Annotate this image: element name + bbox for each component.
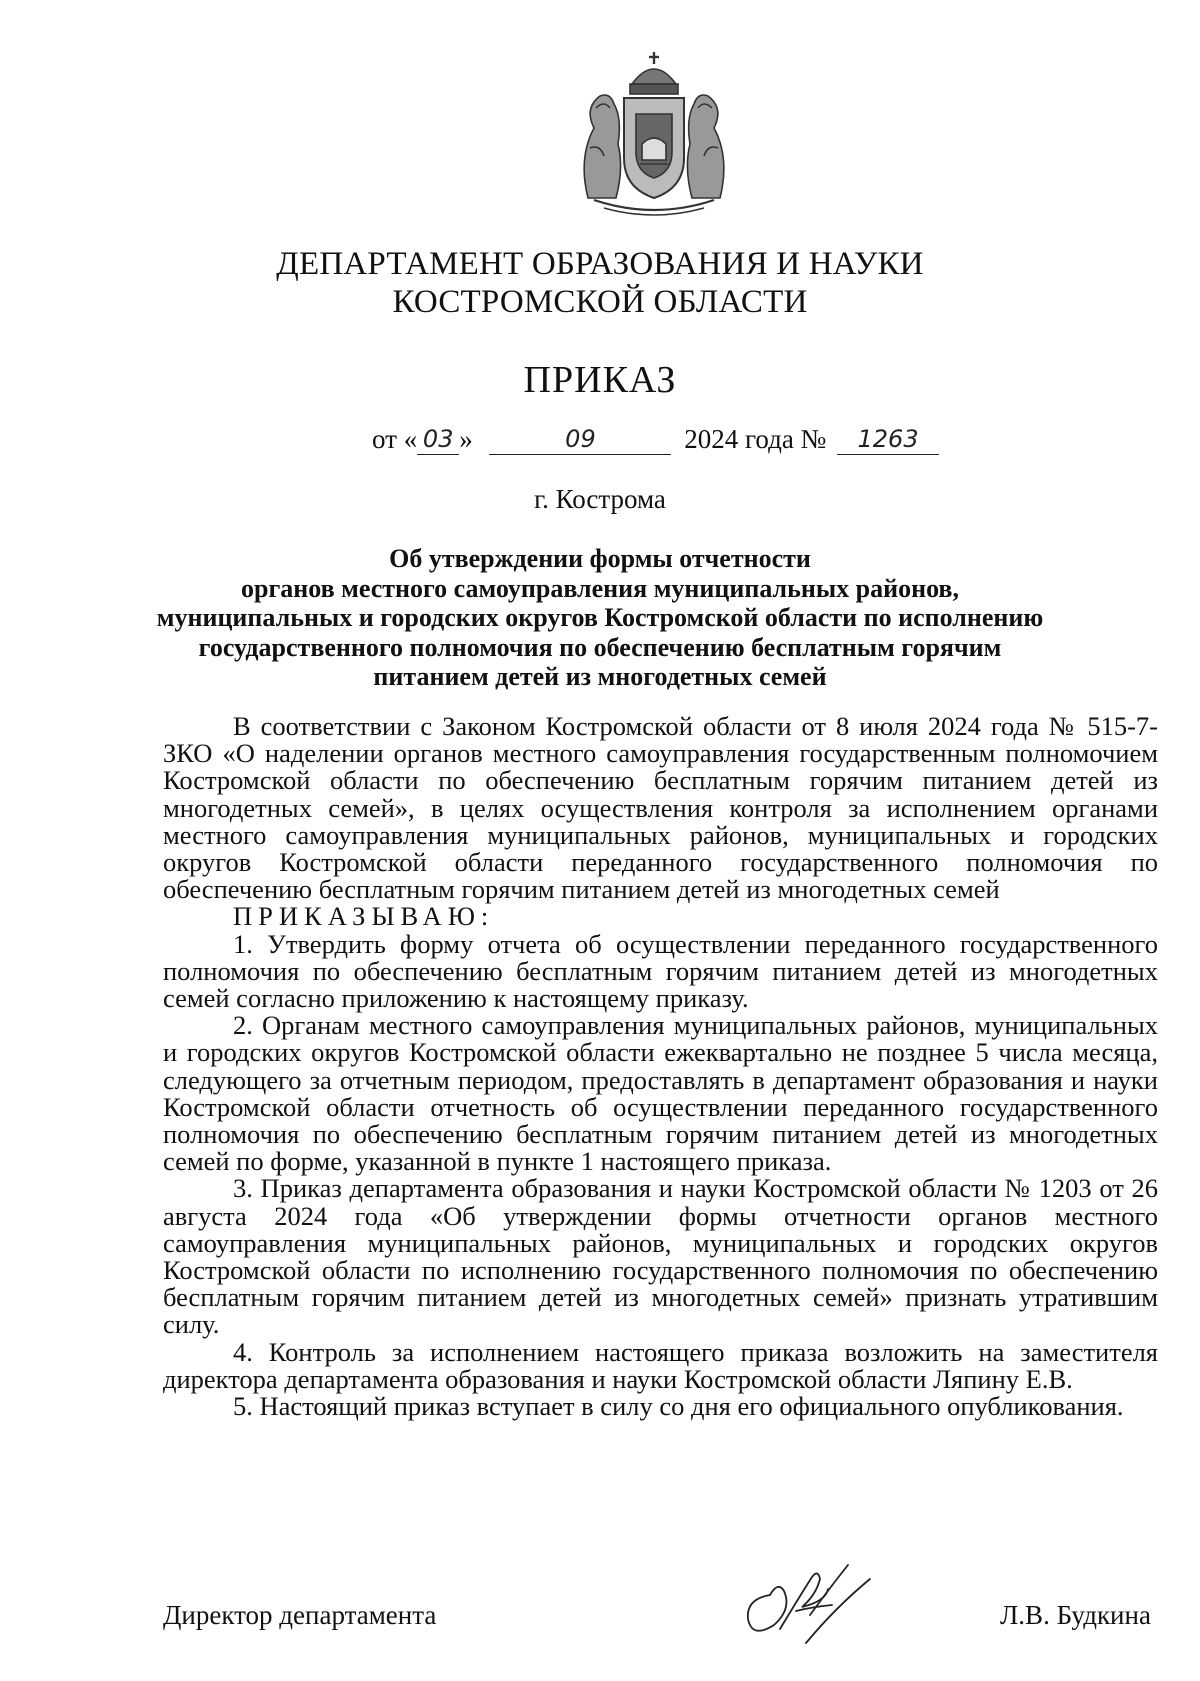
order-subject: [150, 544, 1050, 692]
order-item-5: 5. Настоящий приказ вступает в силу со дня его официального опубликования.: [233, 1391, 1124, 1422]
kostroma-coat-of-arms-icon: [574, 48, 734, 218]
date-prefix: от «: [372, 424, 418, 454]
order-item-1: 1. Утвердить форму отчета об осуществлении переданного государственного полномочия по обеспечению бесплатным горячим питанием детей из многодетных семей согласно приложению к настоящему приказу.: [163, 928, 1158, 1014]
handwritten-signature: [740, 1555, 880, 1645]
subject-line: муниципальных и городских округов Костромской области по исполнению: [156, 603, 1044, 632]
subject-line: государственного полномочия по обеспечению бесплатным горячим: [198, 632, 1002, 662]
city-name: г. Кострома: [534, 484, 666, 514]
order-keyword: ПРИКАЗЫВАЮ:: [233, 901, 495, 932]
signatory-name: Л.В. Будкина: [1000, 1600, 1151, 1630]
date-mid: »: [459, 424, 473, 454]
subject-line: Об утверждении формы отчетности: [389, 544, 811, 573]
order-item-3: 3. Приказ департамента образования и науки Костромской области № 1203 от 26 августа 2024 года «Об утверждении формы отчетности органов местного самоуправления муниципальных районов, муниципальных и городских округов Костромской области по исполнению государственного полномочия по обеспечению бесплатным горячим питанием детей из многодетных семей» признать утратившим силу.: [163, 1173, 1158, 1340]
date-month: 09: [489, 424, 671, 455]
department-name-line1: ДЕПАРТАМЕНТ ОБРАЗОВАНИЯ И НАУКИ: [276, 246, 924, 282]
order-body: [163, 713, 1158, 1420]
department-name-line2: КОСТРОМСКОЙ ОБЛАСТИ: [392, 284, 808, 320]
preamble-paragraph: В соответствии с Законом Костромской области от 8 июля 2024 года № 515-7-ЗКО «О наделении органов местного самоуправления государственным полномочием Костромской области по обеспечению бесплатным горячим питанием детей из многодетных семей», в целях осуществления контроля за исполнением органами местного самоуправления муниципальных районов, муниципальных и городских округов Костромской области переданного государственного полномочия по обеспечению бесплатным горячим питанием детей из многодетных семей: [163, 711, 1158, 905]
order-item-2: 2. Органам местного самоуправления муниципальных районов, муниципальных и городских округов Костромской области ежеквартально не позднее 5 числа месяца, следующего за отчетным периодом, предоставлять в департамент образования и науки Костромской области отчетность об осуществлении переданного государственного полномочия по обеспечению бесплатным горячим питанием детей из многодетных семей по форме, указанной в пункте 1 настоящего приказа.: [163, 1010, 1158, 1177]
order-date-line: [372, 424, 939, 455]
date-year-text: 2024 года №: [684, 424, 827, 454]
document-type-title: ПРИКАЗ: [523, 359, 677, 401]
order-number: 1263: [837, 424, 939, 455]
signatory-position: Директор департамента: [163, 1600, 437, 1630]
subject-line: питанием детей из многодетных семей: [373, 662, 827, 691]
order-item-4: 4. Контроль за исполнением настоящего приказа возложить на заместителя директора департамента образования и науки Костромской области Ляпину Е.В.: [163, 1336, 1158, 1394]
date-day: 03: [417, 424, 459, 455]
subject-line: органов местного самоуправления муниципальных районов,: [241, 573, 959, 603]
